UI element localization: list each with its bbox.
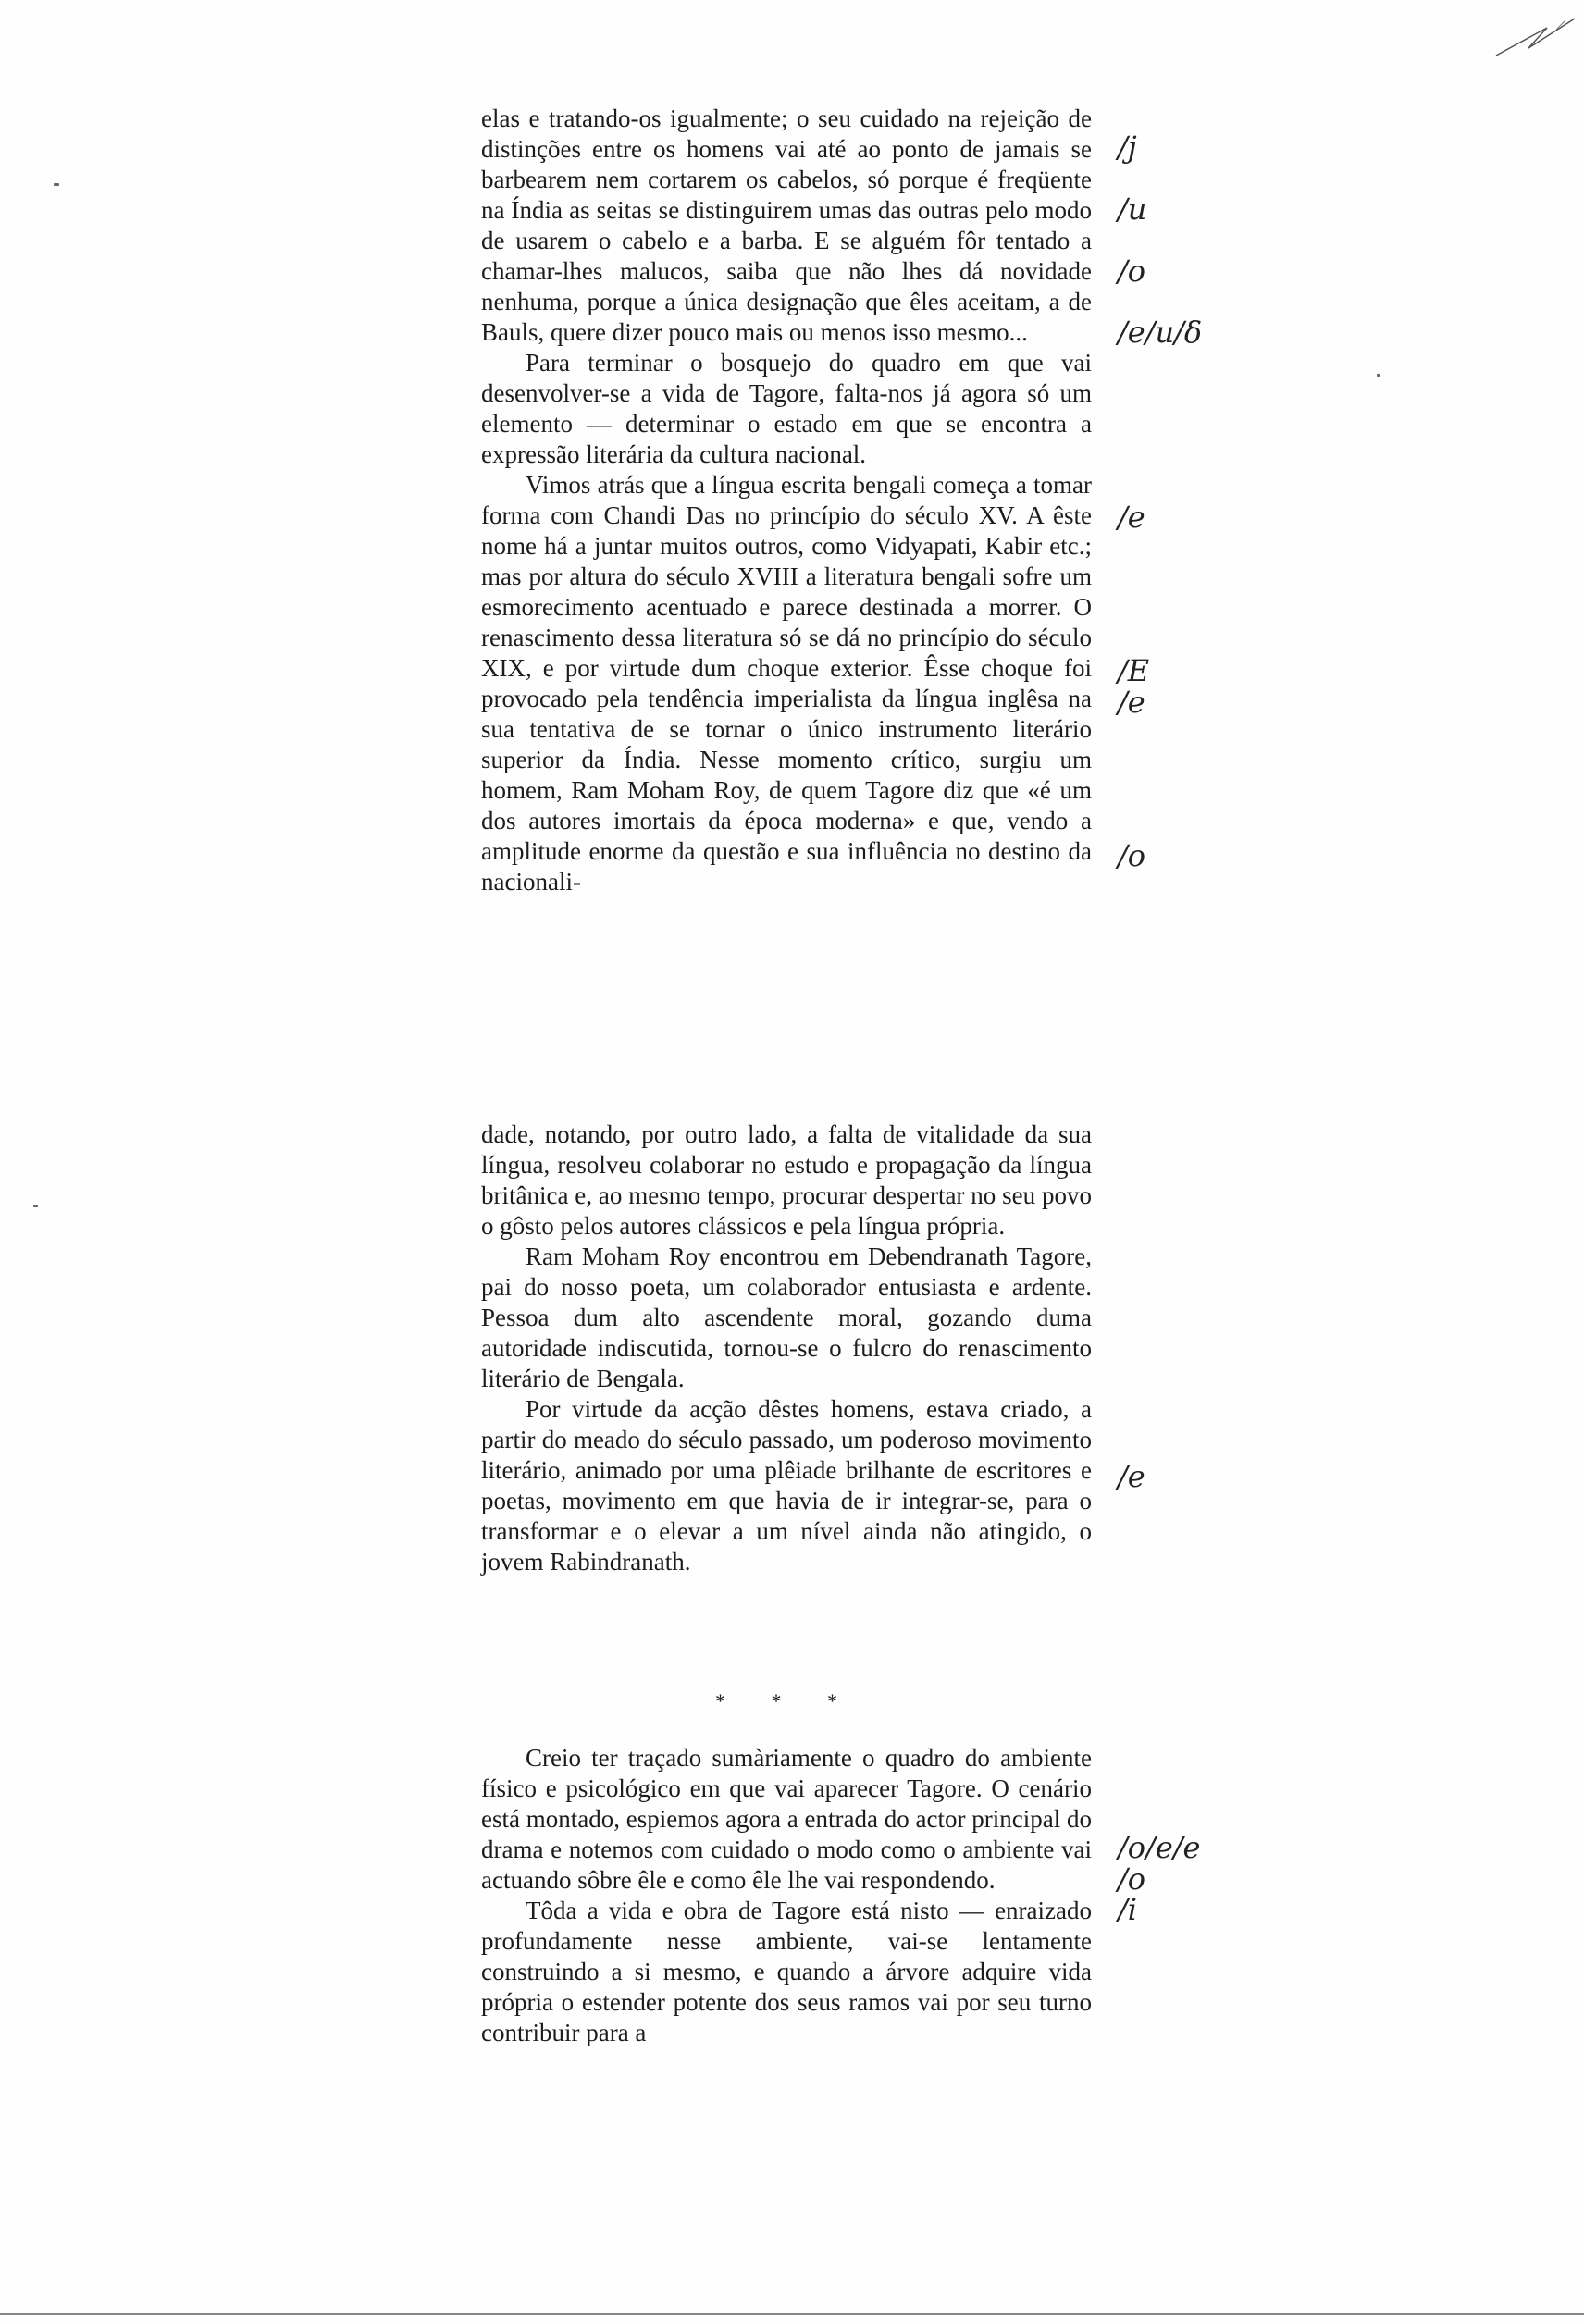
margin-note: /o/e/e — [1118, 1830, 1201, 1866]
paragraph: Por virtude da acção dêstes homens, estava criado, a partir do meado do século passado, um poderoso movimento literário, animado por uma plêiade brilhante de escritores e poetas, movimento em que havia de ir integrar-se, para o transformar e o elevar a um nível ainda não atingido, o jovem Rabindranath. — [481, 1395, 1092, 1576]
margin-note: /e — [1118, 684, 1145, 720]
margin-note: /i — [1118, 1891, 1138, 1927]
text-block-top — [481, 104, 1092, 897]
paragraph: Vimos atrás que a língua escrita bengali começa a tomar forma com Chandi Das no princípio do século XV. A êste nome há a juntar muitos outros, como Vidyapati, Kabir etc.; mas por altura do século XVIII a literatura bengali sofre um esmorecimento acentuado e parece destinada a morrer. O renascimento dessa literatura só se dá no princípio do século XIX, e por virtude dum choque exterior. Êsse choque foi provocado pela tendência imperialista da língua inglêsa na sua tentativa de se tornar o único instrumento literário superior da Índia. Nesse momento crítico, surgiu um homem, Ram Moham Roy, de quem Tagore diz que «é um dos autores imortais da época moderna» e que, vendo a amplitude enorme da questão e sua influência no destino da nacionali- — [481, 471, 1092, 896]
margin-note: /e — [1118, 1459, 1145, 1494]
paragraph: elas e tratando-os igualmente; o seu cuidado na rejeição de distinções entre os homens vai até ao ponto de jamais se barbearem nem cortarem os cabelos, só porque é freqüente na Índia as seitas se distinguirem umas das outras pelo modo de usarem o cabelo e a barba. E se alguém fôr tentado a chamar-lhes malucos, saiba que não lhes dá novidade nenhuma, porque a única designação que êles aceitam, a de Bauls, quere dizer pouco mais ou menos isso mesmo... — [481, 105, 1092, 346]
text-block-bottom — [481, 1743, 1092, 2048]
scan-speck — [54, 183, 59, 186]
scan-edge-line — [0, 2313, 1584, 2315]
paragraph: Para terminar o bosquejo do quadro em que vai desenvolver-se a vida de Tagore, falta-nos já agora só um elemento — determinar o estado em que se encontra a expressão literária da cultura nacional. — [481, 349, 1092, 468]
text-block-middle — [481, 1119, 1092, 1577]
paragraph: dade, notando, por outro lado, a falta de vitalidade da sua língua, resolveu colaborar no estudo e propagação da língua britânica e, ao mesmo tempo, procurar despertar no seu povo o gôsto pelos autores clássicos e pela língua própria. — [481, 1120, 1092, 1240]
margin-note: /o — [1118, 253, 1146, 289]
margin-note: /e/u/δ — [1118, 315, 1203, 351]
margin-note: /e — [1118, 499, 1145, 535]
scan-speck — [1377, 374, 1380, 377]
margin-note: /o — [1118, 838, 1146, 874]
margin-note: /E — [1118, 653, 1150, 689]
margin-note: /o — [1118, 1860, 1146, 1897]
paragraph: Tôda a vida e obra de Tagore está nisto — enraizado profundamente nesse ambiente, vai-se lentamente construindo a si mesmo, e quando a árvore adquire vida própria o estender potente dos seus ramos vai por seu turno contribuir para a — [481, 1897, 1092, 2046]
paragraph: Creio ter traçado sumàriamente o quadro do ambiente físico e psicológico em que vai aparecer Tagore. O cenário está montado, espiemos agora a entrada do actor principal do drama e notemos com cuidado o modo como o ambiente vai actuando sôbre êle e como êle lhe vai respondendo. — [481, 1744, 1092, 1894]
section-break-asterisks: * * * — [715, 1689, 858, 1712]
margin-note: /u — [1118, 191, 1147, 227]
scan-speck — [33, 1205, 38, 1207]
paragraph: Ram Moham Roy encontrou em Debendranath Tagore, pai do nosso poeta, um colaborador entusiasta e ardente. Pessoa dum alto ascendente moral, gozando duma autoridade indiscutida, tornou-se o fulcro do renascimento literário de Bengala. — [481, 1242, 1092, 1392]
pencil-scribble-icon — [1491, 9, 1584, 65]
margin-note: /j — [1118, 130, 1137, 166]
